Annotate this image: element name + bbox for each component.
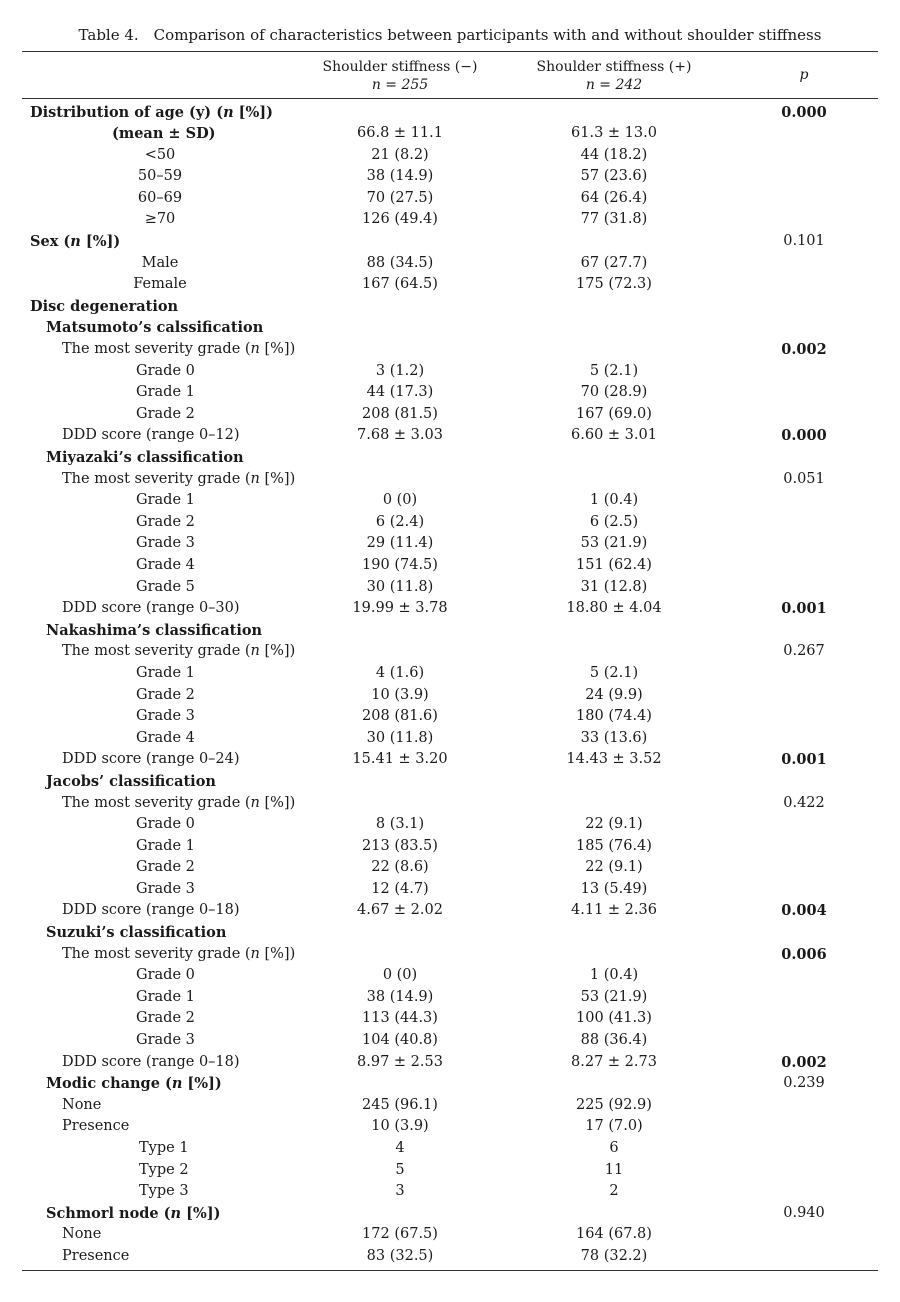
header-col-without-n: n = 255 (371, 77, 429, 93)
cell-with-stiffness: 18.80 ± 4.04 (566, 600, 662, 617)
cell-with-stiffness: 1 (0.4) (589, 967, 639, 984)
cell-with-stiffness: 13 (5.49) (580, 880, 648, 897)
row-label: Female (133, 276, 187, 293)
row-label: The most severity grade (n [%]) (62, 945, 296, 962)
table-row (0, 814, 900, 836)
row-label: Distribution of age (y) (n [%]) (30, 103, 274, 121)
row-label: DDD score (range 0–12) (62, 427, 240, 444)
cell-without-stiffness: 10 (3.9) (371, 1118, 429, 1135)
cell-with-stiffness: 64 (26.4) (580, 189, 648, 206)
table-row (0, 490, 900, 512)
table-row (0, 879, 900, 901)
cell-without-stiffness: 3 (395, 1183, 405, 1200)
header-col-with-title: Shoulder stiffness (+) (536, 59, 692, 75)
cell-with-stiffness: 225 (92.9) (576, 1096, 652, 1113)
table-row (0, 361, 900, 383)
cell-with-stiffness: 53 (21.9) (580, 988, 648, 1005)
table-row (0, 987, 900, 1009)
cell-without-stiffness: 8.97 ± 2.53 (357, 1053, 443, 1070)
row-label: Grade 1 (136, 837, 195, 854)
cell-without-stiffness: 44 (17.3) (366, 384, 434, 401)
cell-without-stiffness: 30 (11.8) (366, 578, 434, 595)
table-row (0, 836, 900, 858)
table-row (0, 1138, 900, 1160)
table-row (0, 1008, 900, 1030)
cell-without-stiffness: 167 (64.5) (362, 276, 438, 293)
table-row (0, 296, 900, 318)
cell-with-stiffness: 6 (609, 1140, 619, 1156)
table-row (0, 533, 900, 555)
table-row (0, 1203, 900, 1225)
cell-with-stiffness: 4.11 ± 2.36 (571, 902, 657, 919)
cell-without-stiffness: 5 (395, 1161, 405, 1178)
table-row (0, 1073, 900, 1095)
cell-without-stiffness: 15.41 ± 3.20 (352, 751, 448, 768)
table-row (0, 253, 900, 275)
cell-p-value: 0.002 (781, 341, 827, 359)
row-label: Miyazaki’s classification (46, 449, 244, 466)
header-col-without-title: Shoulder stiffness (−) (322, 59, 478, 75)
row-label: Disc degeneration (30, 297, 179, 315)
table-row (0, 102, 900, 124)
row-label: Type 2 (139, 1161, 189, 1178)
row-label: The most severity grade (n [%]) (62, 643, 296, 660)
table-row (0, 1246, 900, 1268)
cell-without-stiffness: 12 (4.7) (371, 880, 429, 897)
cell-with-stiffness: 151 (62.4) (576, 556, 652, 573)
table-row (0, 965, 900, 987)
cell-with-stiffness: 88 (36.4) (580, 1032, 648, 1049)
row-label: Grade 4 (136, 729, 195, 746)
row-label: Grade 2 (136, 859, 195, 876)
cell-with-stiffness: 31 (12.8) (580, 578, 648, 595)
table-row (0, 555, 900, 577)
table-row (0, 1181, 900, 1203)
row-label: Grade 3 (136, 1032, 195, 1049)
cell-with-stiffness: 11 (604, 1161, 624, 1178)
row-label: Sex (n [%]) (30, 233, 121, 251)
table-row (0, 620, 900, 642)
cell-p-value: 0.051 (783, 470, 825, 487)
row-label: The most severity grade (n [%]) (62, 341, 296, 358)
cell-without-stiffness: 10 (3.9) (371, 686, 429, 703)
cell-without-stiffness: 190 (74.5) (362, 556, 438, 573)
row-label: The most severity grade (n [%]) (62, 794, 296, 811)
cell-without-stiffness: 4.67 ± 2.02 (357, 902, 443, 919)
cell-without-stiffness: 66.8 ± 11.1 (357, 125, 443, 142)
row-label: The most severity grade (n [%]) (62, 470, 296, 487)
table-row (0, 1160, 900, 1182)
table-row (0, 577, 900, 599)
cell-with-stiffness: 5 (2.1) (589, 664, 639, 681)
row-label: ≥70 (144, 211, 176, 228)
cell-p-value: 0.001 (781, 751, 827, 769)
row-label: Suzuki’s classification (46, 924, 227, 942)
row-label: Grade 2 (136, 686, 195, 703)
row-label: DDD score (range 0–30) (62, 600, 240, 617)
row-label: Grade 4 (136, 556, 195, 573)
table-row (0, 944, 900, 966)
table-caption: Table 4. Comparison of characteristics between participants with and without shoulder stiffness (78, 26, 822, 44)
header-col-with (514, 58, 714, 94)
cell-with-stiffness: 185 (76.4) (576, 837, 652, 854)
cell-without-stiffness: 38 (14.9) (366, 168, 434, 185)
row-label: (mean ± SD) (112, 125, 216, 143)
cell-without-stiffness: 30 (11.8) (366, 729, 434, 746)
cell-with-stiffness: 180 (74.4) (576, 708, 652, 725)
table-row (0, 598, 900, 620)
cell-p-value: 0.002 (781, 1053, 827, 1071)
row-label: None (62, 1096, 102, 1113)
header-col-with-n: n = 242 (585, 77, 643, 93)
cell-without-stiffness: 70 (27.5) (366, 189, 434, 206)
table-row (0, 749, 900, 771)
row-label: 50–59 (137, 168, 183, 185)
cell-p-value: 0.940 (783, 1204, 825, 1221)
cell-without-stiffness: 172 (67.5) (362, 1226, 438, 1243)
row-label: Grade 1 (136, 492, 195, 509)
cell-with-stiffness: 78 (32.2) (580, 1247, 648, 1264)
cell-without-stiffness: 113 (44.3) (362, 1010, 438, 1027)
cell-with-stiffness: 33 (13.6) (580, 729, 648, 746)
row-label: Presence (62, 1118, 130, 1135)
cell-without-stiffness: 29 (11.4) (366, 535, 434, 552)
cell-p-value: 0.006 (781, 945, 827, 963)
row-label: Type 3 (139, 1183, 189, 1200)
table-row (0, 771, 900, 793)
cell-with-stiffness: 8.27 ± 2.73 (571, 1053, 657, 1070)
table-row (0, 145, 900, 167)
row-label: Grade 2 (136, 405, 195, 422)
cell-with-stiffness: 67 (27.7) (580, 254, 648, 271)
cell-with-stiffness: 2 (609, 1183, 619, 1200)
row-label: Matsumoto’s calssification (46, 319, 264, 337)
cell-with-stiffness: 24 (9.9) (585, 686, 643, 703)
row-label: Grade 0 (136, 967, 195, 984)
table-row (0, 209, 900, 231)
cell-with-stiffness: 6.60 ± 3.01 (571, 427, 657, 444)
cell-with-stiffness: 14.43 ± 3.52 (566, 751, 662, 768)
table-row (0, 469, 900, 491)
cell-with-stiffness: 77 (31.8) (580, 211, 648, 228)
cell-without-stiffness: 21 (8.2) (371, 146, 429, 163)
table-body (0, 102, 900, 1268)
header-col-without (300, 58, 500, 94)
cell-p-value: 0.267 (783, 643, 825, 660)
table-row (0, 339, 900, 361)
row-label: Grade 1 (136, 664, 195, 681)
row-label: 60–69 (137, 189, 183, 206)
table-row (0, 274, 900, 296)
table-row (0, 1052, 900, 1074)
cell-without-stiffness: 4 (395, 1140, 405, 1156)
table-row (0, 188, 900, 210)
table-row (0, 1030, 900, 1052)
header-col-p: p (799, 67, 809, 83)
table-row (0, 641, 900, 663)
cell-without-stiffness: 213 (83.5) (362, 837, 438, 854)
cell-with-stiffness: 1 (0.4) (589, 492, 639, 509)
row-label: Grade 3 (136, 535, 195, 552)
header-rule (22, 98, 878, 99)
cell-without-stiffness: 208 (81.6) (362, 708, 438, 725)
row-label: Presence (62, 1247, 130, 1264)
table-row (0, 166, 900, 188)
cell-with-stiffness: 6 (2.5) (589, 513, 639, 530)
cell-without-stiffness: 0 (0) (382, 492, 418, 509)
row-label: DDD score (range 0–24) (62, 751, 240, 768)
row-label: DDD score (range 0–18) (62, 1053, 240, 1070)
row-label: Grade 3 (136, 708, 195, 725)
table-row (0, 123, 900, 145)
row-label: Nakashima’s classification (46, 621, 263, 639)
row-label: Modic change (n [%]) (46, 1075, 222, 1093)
cell-p-value: 0.000 (781, 427, 827, 445)
table-row (0, 706, 900, 728)
row-label: Schmorl node (n [%]) (46, 1204, 221, 1222)
row-label: Grade 3 (136, 880, 195, 897)
table-row (0, 663, 900, 685)
table-row (0, 447, 900, 469)
row-label: None (62, 1226, 102, 1243)
cell-with-stiffness: 22 (9.1) (585, 816, 643, 833)
table-row (0, 404, 900, 426)
cell-p-value: 0.422 (783, 794, 825, 811)
cell-without-stiffness: 0 (0) (382, 967, 418, 984)
cell-without-stiffness: 3 (1.2) (375, 362, 425, 379)
row-label: Male (141, 254, 179, 271)
cell-p-value: 0.239 (783, 1075, 825, 1092)
cell-without-stiffness: 208 (81.5) (362, 405, 438, 422)
cell-with-stiffness: 164 (67.8) (576, 1226, 652, 1243)
cell-with-stiffness: 100 (41.3) (576, 1010, 652, 1027)
bottom-rule (22, 1270, 878, 1271)
table-row (0, 317, 900, 339)
table-row (0, 793, 900, 815)
table-row (0, 922, 900, 944)
table-row (0, 512, 900, 534)
cell-without-stiffness: 19.99 ± 3.78 (352, 600, 448, 617)
cell-without-stiffness: 38 (14.9) (366, 988, 434, 1005)
table-header (0, 52, 900, 98)
cell-with-stiffness: 17 (7.0) (585, 1118, 643, 1135)
table-row (0, 857, 900, 879)
row-label: Grade 0 (136, 816, 195, 833)
cell-with-stiffness: 167 (69.0) (576, 405, 652, 422)
table-row (0, 728, 900, 750)
row-label: Grade 2 (136, 1010, 195, 1027)
row-label: Grade 0 (136, 362, 195, 379)
cell-without-stiffness: 22 (8.6) (371, 859, 429, 876)
cell-with-stiffness: 5 (2.1) (589, 362, 639, 379)
row-label: Type 1 (139, 1140, 189, 1156)
row-label: <50 (144, 146, 176, 163)
cell-with-stiffness: 57 (23.6) (580, 168, 648, 185)
table-row (0, 231, 900, 253)
cell-with-stiffness: 44 (18.2) (580, 146, 648, 163)
table-row (0, 1095, 900, 1117)
cell-without-stiffness: 7.68 ± 3.03 (357, 427, 443, 444)
table-row (0, 1224, 900, 1246)
cell-without-stiffness: 83 (32.5) (366, 1247, 434, 1264)
cell-without-stiffness: 6 (2.4) (375, 513, 425, 530)
cell-without-stiffness: 245 (96.1) (362, 1096, 438, 1113)
row-label: Grade 5 (136, 578, 195, 595)
cell-with-stiffness: 61.3 ± 13.0 (571, 125, 657, 142)
table-row (0, 1116, 900, 1138)
cell-with-stiffness: 175 (72.3) (576, 276, 652, 293)
row-label: Grade 1 (136, 384, 195, 401)
row-label: DDD score (range 0–18) (62, 902, 240, 919)
cell-with-stiffness: 70 (28.9) (580, 384, 648, 401)
row-label: Grade 1 (136, 988, 195, 1005)
cell-with-stiffness: 53 (21.9) (580, 535, 648, 552)
cell-without-stiffness: 126 (49.4) (362, 211, 438, 228)
cell-p-value: 0.101 (783, 233, 825, 250)
cell-without-stiffness: 104 (40.8) (362, 1032, 438, 1049)
table-row (0, 382, 900, 404)
row-label: Jacobs’ classification (46, 772, 216, 790)
cell-p-value: 0.000 (781, 103, 827, 121)
table-row (0, 425, 900, 447)
cell-p-value: 0.004 (781, 902, 827, 920)
cell-with-stiffness: 22 (9.1) (585, 859, 643, 876)
cell-p-value: 0.001 (781, 600, 827, 618)
cell-without-stiffness: 8 (3.1) (375, 816, 425, 833)
row-label: Grade 2 (136, 513, 195, 530)
cell-without-stiffness: 88 (34.5) (366, 254, 434, 271)
cell-without-stiffness: 4 (1.6) (375, 664, 425, 681)
table-row (0, 900, 900, 922)
table-row (0, 685, 900, 707)
